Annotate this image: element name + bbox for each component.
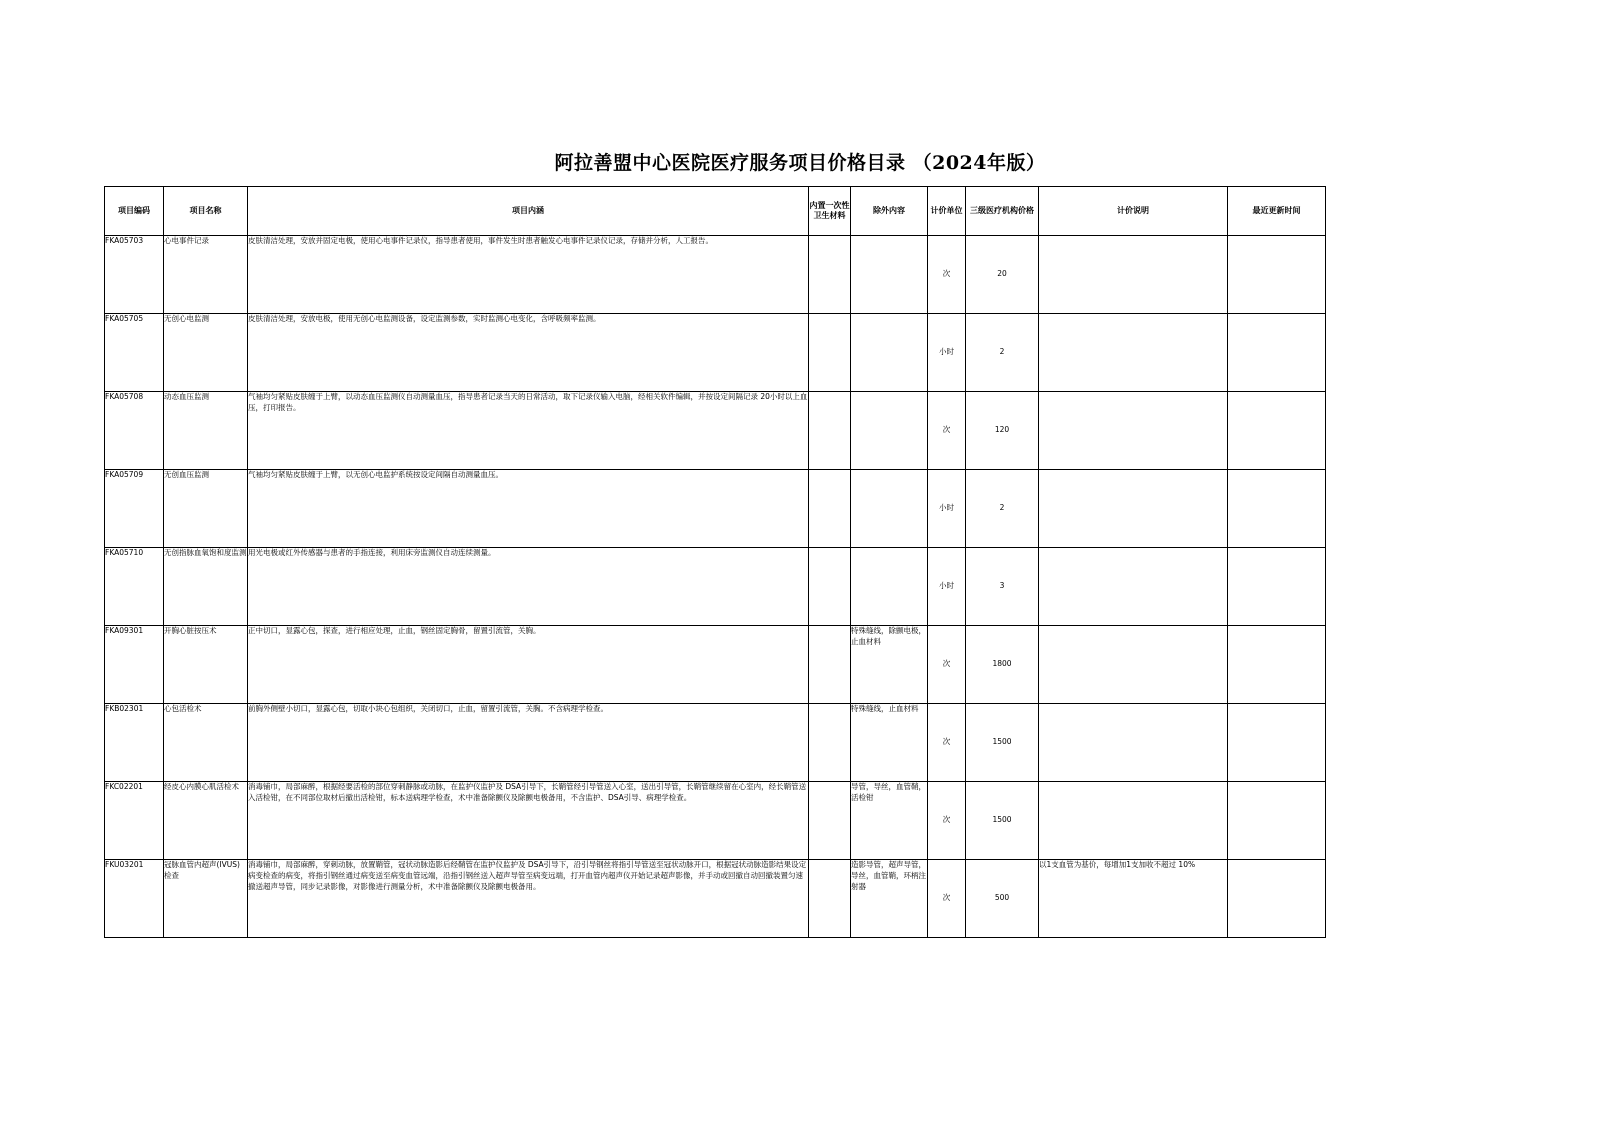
document-title: 阿拉善盟中心医院医疗服务项目价格目录 （2024年版） — [554, 152, 1046, 174]
cell-exclusion: 造影导管，超声导管，导丝，血管鞘，环柄注射器 — [851, 860, 928, 938]
cell-material — [809, 860, 851, 938]
cell-updated — [1228, 392, 1326, 470]
cell-unit: 小时 — [928, 470, 966, 548]
cell-content: 气袖均匀紧贴皮肤缠于上臂，以动态血压监测仪自动测量血压，指导患者记录当天的日常活动，取下记录仪输入电脑，经相关软件编辑，并按设定间隔记录 20小时以上血压，打印报告。 — [248, 392, 809, 470]
header-content: 项目内涵 — [248, 187, 809, 236]
cell-code: FKA05710 — [105, 548, 164, 626]
header-exclusion: 除外内容 — [851, 187, 928, 236]
cell-code: FKA05705 — [105, 314, 164, 392]
cell-updated — [1228, 704, 1326, 782]
price-catalog-table — [104, 186, 1326, 938]
cell-price: 2 — [966, 314, 1039, 392]
table-header-row — [105, 187, 1326, 236]
cell-price: 120 — [966, 392, 1039, 470]
cell-code: FKA05709 — [105, 470, 164, 548]
cell-price: 1800 — [966, 626, 1039, 704]
cell-updated — [1228, 548, 1326, 626]
cell-note — [1039, 470, 1228, 548]
table-row — [105, 236, 1326, 314]
cell-material — [809, 236, 851, 314]
cell-unit: 次 — [928, 782, 966, 860]
cell-content: 正中切口，显露心包，探查，进行相应处理，止血，钢丝固定胸骨，留置引流管，关胸。 — [248, 626, 809, 704]
cell-content: 用光电极或红外传感器与患者的手指连接，利用床旁监测仪自动连续测量。 — [248, 548, 809, 626]
cell-name: 无创指脉血氧饱和度监测 — [164, 548, 248, 626]
cell-code: FKC02201 — [105, 782, 164, 860]
table-row — [105, 470, 1326, 548]
cell-exclusion: 特殊缝线，除颤电极，止血材料 — [851, 626, 928, 704]
cell-updated — [1228, 860, 1326, 938]
cell-exclusion — [851, 314, 928, 392]
cell-material — [809, 782, 851, 860]
cell-price: 20 — [966, 236, 1039, 314]
table-row — [105, 314, 1326, 392]
cell-material — [809, 470, 851, 548]
table-row — [105, 704, 1326, 782]
cell-name: 冠脉血管内超声(IVUS)检查 — [164, 860, 248, 938]
cell-material — [809, 314, 851, 392]
cell-unit: 次 — [928, 704, 966, 782]
cell-price: 1500 — [966, 704, 1039, 782]
cell-name: 开胸心脏按压术 — [164, 626, 248, 704]
cell-note — [1039, 704, 1228, 782]
cell-exclusion — [851, 236, 928, 314]
cell-content: 消毒铺巾，局部麻醉，根据经要活检的部位穿刺静脉或动脉，在监护仪监护及 DSA引导下，长鞘管经引导管送入心室，送出引导管，长鞘管继续留在心室内，经长鞘管送入活检钳，在不同部位取材后撤出活检钳，标本送病理学检查，术中准备除颤仪及除颤电极备用，不含监护、DSA引导、病理学检查。 — [248, 782, 809, 860]
cell-price: 2 — [966, 470, 1039, 548]
table-row — [105, 626, 1326, 704]
cell-exclusion — [851, 392, 928, 470]
header-unit: 计价单位 — [928, 187, 966, 236]
cell-name: 无创血压监测 — [164, 470, 248, 548]
cell-code: FKB02301 — [105, 704, 164, 782]
header-updated: 最近更新时间 — [1228, 187, 1326, 236]
cell-unit: 次 — [928, 392, 966, 470]
table-row — [105, 860, 1326, 938]
cell-unit: 次 — [928, 236, 966, 314]
cell-exclusion — [851, 470, 928, 548]
cell-note — [1039, 548, 1228, 626]
cell-note — [1039, 392, 1228, 470]
cell-name: 心包活检术 — [164, 704, 248, 782]
table-row — [105, 782, 1326, 860]
cell-updated — [1228, 782, 1326, 860]
cell-code: FKA05703 — [105, 236, 164, 314]
cell-content: 气袖均匀紧贴皮肤缠于上臂，以无创心电监护系统按设定间隔自动测量血压。 — [248, 470, 809, 548]
table-row — [105, 392, 1326, 470]
cell-material — [809, 704, 851, 782]
header-code: 项目编码 — [105, 187, 164, 236]
header-note: 计价说明 — [1039, 187, 1228, 236]
cell-updated — [1228, 470, 1326, 548]
cell-code: FKU03201 — [105, 860, 164, 938]
cell-updated — [1228, 314, 1326, 392]
header-price: 三级医疗机构价格 — [966, 187, 1039, 236]
cell-updated — [1228, 626, 1326, 704]
cell-content: 皮肤清洁处理，安放电极，使用无创心电监测设备，设定监测参数，实时监测心电变化，含呼吸频率监测。 — [248, 314, 809, 392]
cell-price: 3 — [966, 548, 1039, 626]
cell-unit: 次 — [928, 860, 966, 938]
cell-exclusion: 特殊缝线，止血材料 — [851, 704, 928, 782]
cell-note — [1039, 626, 1228, 704]
cell-code: FKA05708 — [105, 392, 164, 470]
header-name: 项目名称 — [164, 187, 248, 236]
cell-unit: 小时 — [928, 548, 966, 626]
cell-price: 500 — [966, 860, 1039, 938]
cell-material — [809, 392, 851, 470]
cell-exclusion: 导管，导丝，血管鞘，活检钳 — [851, 782, 928, 860]
cell-name: 动态血压监测 — [164, 392, 248, 470]
cell-note: 以1支血管为基价，每增加1支加收不超过 10% — [1039, 860, 1228, 938]
table-row — [105, 548, 1326, 626]
cell-unit: 次 — [928, 626, 966, 704]
cell-content: 前胸外侧壁小切口，显露心包，切取小块心包组织，关闭切口，止血，留置引流管，关胸。不含病理学检查。 — [248, 704, 809, 782]
cell-updated — [1228, 236, 1326, 314]
cell-content: 消毒铺巾，局部麻醉，穿刺动脉，放置鞘管，冠状动脉造影后经鞘管在监护仪监护及 DSA引导下，沿引导钢丝将指引导管送至冠状动脉开口，根据冠状动脉造影结果设定病变检查的病变，将指引钢丝通过病变送至病变血管远端，沿指引钢丝送入超声导管至病变远端，打开血管内超声仪开始记录超声影像，并手动或回撤自动回撤装置匀速撤送超声导管，同步记录影像，对影像进行测量分析，术中准备除颤仪及除颤电极备用。 — [248, 860, 809, 938]
cell-name: 经皮心内膜心肌活检术 — [164, 782, 248, 860]
cell-material — [809, 548, 851, 626]
cell-note — [1039, 314, 1228, 392]
cell-note — [1039, 236, 1228, 314]
cell-unit: 小时 — [928, 314, 966, 392]
cell-code: FKA09301 — [105, 626, 164, 704]
cell-note — [1039, 782, 1228, 860]
header-material: 内置一次性卫生材料 — [809, 187, 851, 236]
cell-content: 皮肤清洁处理，安放并固定电极，使用心电事件记录仪，指导患者使用，事件发生时患者触发心电事件记录仪记录，存储并分析，人工报告。 — [248, 236, 809, 314]
cell-name: 心电事件记录 — [164, 236, 248, 314]
cell-material — [809, 626, 851, 704]
cell-exclusion — [851, 548, 928, 626]
cell-price: 1500 — [966, 782, 1039, 860]
cell-name: 无创心电监测 — [164, 314, 248, 392]
